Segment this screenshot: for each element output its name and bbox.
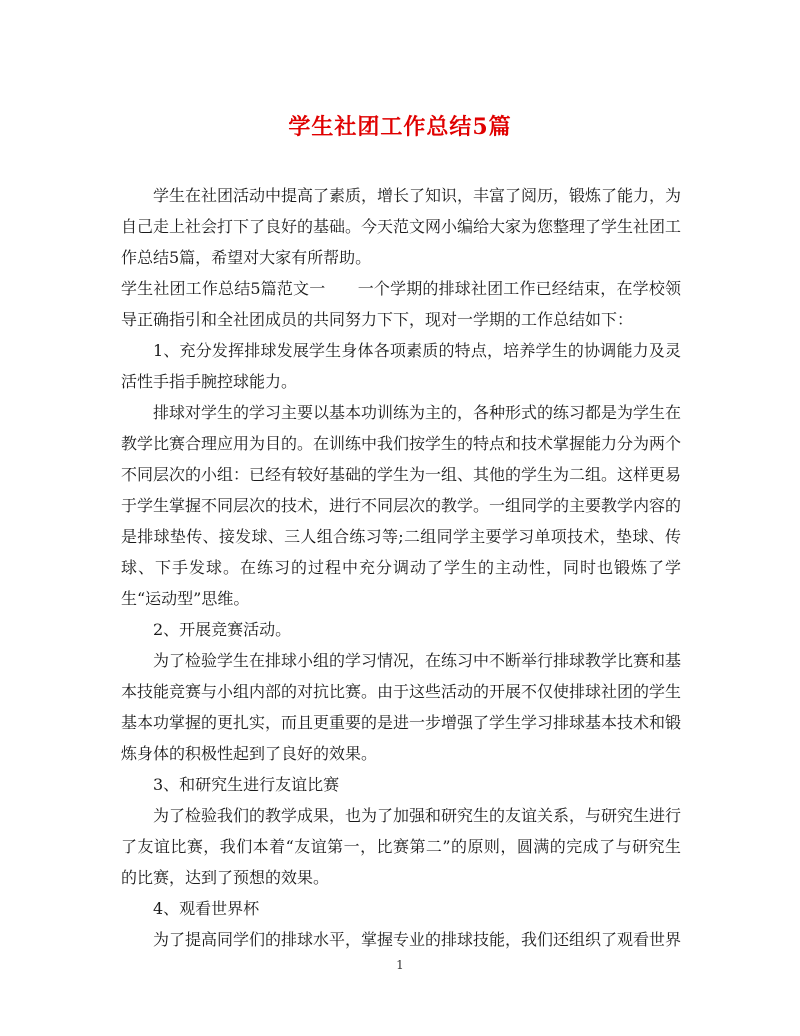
paragraph: 学生在社团活动中提高了素质，增长了知识，丰富了阅历，锻炼了能力，为自己走上社会打下了良好的基础。今天范文网小编给大家为您整理了学生社团工作总结5篇，希望对大家有所帮助。 bbox=[121, 186, 682, 267]
paragraph: 3、和研究生进行友谊比赛 bbox=[153, 775, 340, 794]
paragraph: 4、观看世界杯 bbox=[153, 899, 260, 918]
paragraph: 为了提高同学们的排球水平，掌握专业的排球技能，我们还组织了观看世界 bbox=[153, 930, 682, 949]
page-number: 1 bbox=[396, 958, 404, 972]
paragraph: 为了检验学生在排球小组的学习情况，在练习中不断举行排球教学比赛和基本技能竞赛与小组内部的对抗比赛。由于这些活动的开展不仅使排球社团的学生基本功掌握的更扎实，而且更重要的是进一步增强了学生学习排球基本技术和锻炼身体的积极性起到了良好的效果。 bbox=[121, 651, 682, 763]
paragraph: 排球对学生的学习主要以基本功训练为主的，各种形式的练习都是为学生在教学比赛合理应用为目的。在训练中我们按学生的特点和技术掌握能力分为两个不同层次的小组：已经有较好基础的学生为一组、其他的学生为二组。这样更易于学生掌握不同层次的技术，进行不同层次的教学。一组同学的主要教学内容的是排球垫传、接发球、三人组合练习等;二组同学主要学习单项技术，垫球、传球、下手发球。在练习的过程中充分调动了学生的主动性，同时也锻炼了学生“运动型”思维。 bbox=[121, 403, 682, 608]
paragraph: 为了检验我们的教学成果，也为了加强和研究生的友谊关系，与研究生进行了友谊比赛，我们本着“友谊第一，比赛第二”的原则，圆满的完成了与研究生的比赛，达到了预想的效果。 bbox=[121, 806, 682, 887]
document-title: 学生社团工作总结5篇 bbox=[288, 114, 512, 140]
paragraph: 学生社团工作总结5篇范文一 一个学期的排球社团工作已经结束，在学校领导正确指引和全社团成员的共同努力下下，现对一学期的工作总结如下： bbox=[121, 279, 681, 329]
paragraph: 2、开展竞赛活动。 bbox=[153, 620, 292, 639]
document-body bbox=[121, 180, 681, 955]
paragraph: 1、充分发挥排球发展学生身体各项素质的特点，培养学生的协调能力及灵活性手指手腕控球能力。 bbox=[121, 341, 681, 391]
